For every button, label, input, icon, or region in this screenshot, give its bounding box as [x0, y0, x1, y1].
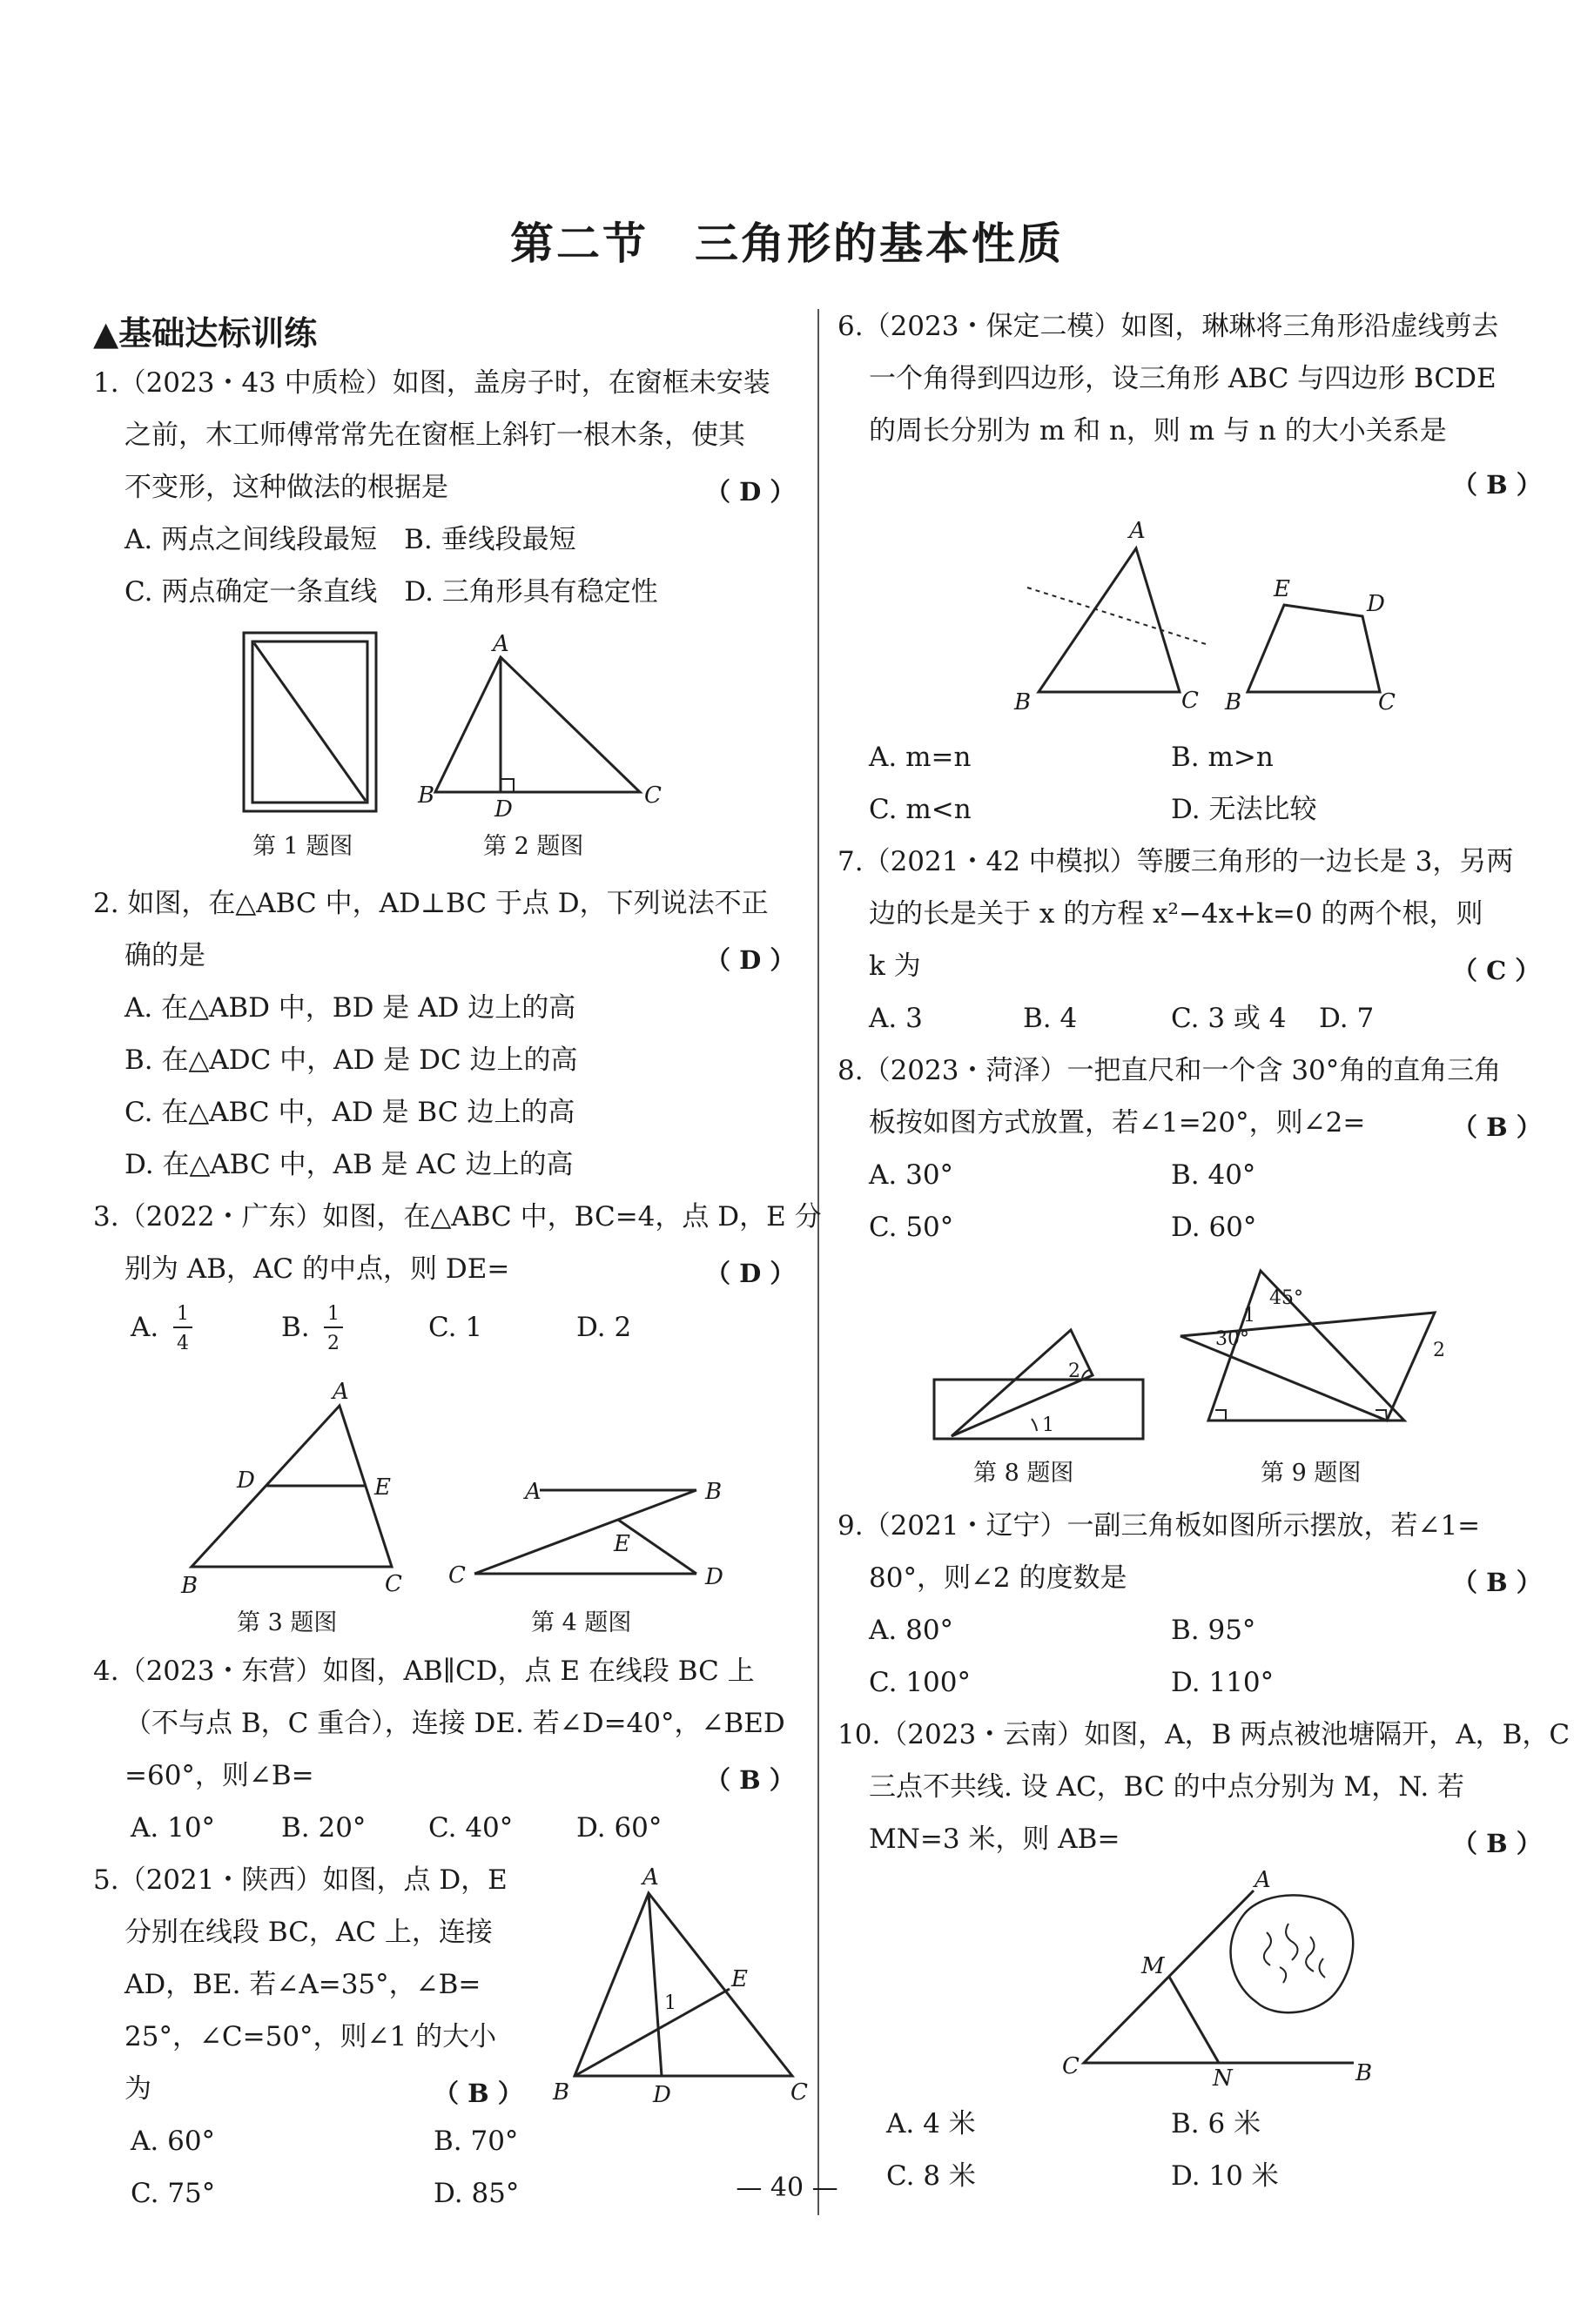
fig3-label-b: B [181, 1573, 198, 1599]
q3-option-a-den: 4 [177, 1333, 189, 1354]
fig6-label-e: E [1274, 576, 1290, 602]
q6-option-c: C. m<n [869, 794, 972, 825]
q1-line-3: 不变形，这种做法的根据是 [124, 472, 448, 503]
q3-option-b-den: 2 [327, 1333, 340, 1354]
fig9-caption: 第 9 题图 [1261, 1460, 1362, 1487]
q9-option-a: A. 80° [869, 1615, 954, 1646]
fig3-label-a: A [333, 1379, 349, 1405]
fig2-triangle [418, 631, 670, 823]
q7-line-3: k 为 [869, 950, 921, 982]
q3-option-a-fraction [170, 1297, 196, 1358]
fig9-label-2: 2 [1433, 1340, 1445, 1361]
q9-option-b: B. 95° [1171, 1615, 1256, 1646]
q2-option-d: D. 在△ABC 中，AB 是 AC 边上的高 [124, 1149, 574, 1180]
q8-option-a: A. 30° [869, 1159, 954, 1191]
q5-option-d: D. 85° [434, 2178, 520, 2209]
fig10-pond-triangle [1058, 1867, 1380, 2092]
fig6-label-b1: B [1014, 689, 1032, 715]
q6-option-b: B. m>n [1171, 742, 1274, 773]
q9-line-1: 9.（2021・辽宁）一副三角板如图所示摆放，若∠1= [837, 1510, 1481, 1541]
q6-answer: （ B ） [1452, 470, 1542, 500]
fig5-label-d: D [653, 2082, 671, 2108]
q2-answer: （ D ） [705, 945, 796, 975]
fig8-caption: 第 8 题图 [973, 1460, 1074, 1487]
q3-option-b-num: 1 [327, 1303, 340, 1325]
q4-option-d: D. 60° [576, 1812, 663, 1844]
q5-line-4: 25°，∠C=50°，则∠1 的大小 [124, 2021, 497, 2052]
q5-answer: （ B ） [434, 2079, 523, 2108]
q1-answer: （ D ） [705, 477, 796, 507]
fig10-label-c: C [1062, 2053, 1080, 2079]
q3-option-d: D. 2 [576, 1312, 632, 1343]
q3-line-2: 别为 AB，AC 的中点，则 DE= [124, 1253, 510, 1285]
fig4-label-b: B [705, 1479, 723, 1505]
q3-answer: （ D ） [705, 1259, 796, 1288]
q5-line-5: 为 [124, 2073, 151, 2105]
fig5-label-c: C [790, 2079, 808, 2106]
page-title: 第二节 三角形的基本性质 [510, 218, 1064, 269]
q2-option-a: A. 在△ABD 中，BD 是 AD 边上的高 [124, 992, 576, 1024]
q2-option-c: C. 在△ABC 中，AD 是 BC 边上的高 [124, 1097, 575, 1128]
fig3-caption: 第 3 题图 [237, 1609, 338, 1636]
q5-line-2: 分别在线段 BC，AC 上，连接 [124, 1917, 493, 1948]
fig8-ruler-triangle [927, 1323, 1154, 1454]
q1-line-1: 1.（2023・43 中质检）如图，盖房子时，在窗框未安装 [93, 367, 770, 399]
fig3-label-d: D [237, 1468, 255, 1494]
q5-option-b: B. 70° [434, 2126, 519, 2157]
fig5-label-e: E [731, 1966, 748, 1992]
fig2-label-c: C [644, 783, 662, 809]
q7-line-1: 7.（2021・42 中模拟）等腰三角形的一边长是 3，另两 [837, 846, 1514, 877]
q8-option-b: B. 40° [1171, 1159, 1256, 1191]
fig3-triangle [174, 1380, 418, 1597]
q3-option-b-fraction [320, 1297, 346, 1358]
q6-option-d: D. 无法比较 [1171, 794, 1317, 825]
q4-option-c: C. 40° [428, 1812, 514, 1844]
q1-line-2: 之前，木工师傅常常先在窗框上斜钉一根木条，使其 [124, 420, 745, 451]
fig6-label-b2: B [1225, 689, 1242, 715]
fig4-parallel-lines [444, 1471, 740, 1597]
q5-line-1: 5.（2021・陕西）如图，点 D，E [93, 1864, 508, 1896]
fig2-label-d: D [494, 796, 513, 823]
fig8-label-1: 1 [1042, 1414, 1054, 1436]
q6-option-a: A. m=n [869, 742, 972, 773]
fig2-label-b: B [418, 783, 435, 809]
q3-option-a-label: A. [131, 1312, 159, 1343]
page-number: — 40 — [736, 2173, 838, 2203]
q7-line-2: 边的长是关于 x 的方程 x²−4x+k=0 的两个根，则 [869, 898, 1483, 930]
q7-option-d: D. 7 [1319, 1003, 1375, 1034]
fig3-label-e: E [374, 1474, 391, 1501]
q2-option-b: B. 在△ADC 中，AD 是 DC 边上的高 [124, 1044, 578, 1076]
fig1-caption: 第 1 题图 [252, 833, 353, 860]
q7-option-a: A. 3 [869, 1003, 923, 1034]
q10-option-d: D. 10 米 [1171, 2160, 1279, 2192]
fig6-cut-triangle [1014, 514, 1415, 722]
fig6-label-c1: C [1181, 688, 1199, 714]
q4-answer: （ B ） [705, 1765, 795, 1795]
fig4-label-d: D [705, 1564, 723, 1590]
q10-line-2: 三点不共线. 设 AC，BC 的中点分别为 M，N. 若 [869, 1771, 1465, 1803]
q9-answer: （ B ） [1452, 1568, 1542, 1597]
fig5-triangle [548, 1863, 818, 2115]
fig10-label-b: B [1355, 2060, 1373, 2086]
fig9-label-45: 45° [1269, 1287, 1303, 1309]
q7-answer: （ C ） [1452, 956, 1541, 985]
q5-line-3: AD，BE. 若∠A=35°，∠B= [124, 1969, 481, 2000]
fig10-label-a: A [1254, 1867, 1271, 1893]
q9-line-2: 80°，则∠2 的度数是 [869, 1562, 1127, 1594]
fig5-label-1: 1 [664, 1992, 676, 2014]
q3-option-b-label: B. [281, 1312, 310, 1343]
q10-option-c: C. 8 米 [886, 2160, 976, 2192]
q1-option-ab: A. 两点之间线段最短 B. 垂线段最短 [124, 524, 576, 555]
q10-answer: （ B ） [1452, 1829, 1542, 1858]
q3-option-c: C. 1 [428, 1312, 483, 1343]
q5-option-a: A. 60° [131, 2126, 216, 2157]
q4-line-3: =60°，则∠B= [124, 1760, 314, 1791]
q10-option-b: B. 6 米 [1171, 2108, 1261, 2139]
q7-option-b: B. 4 [1023, 1003, 1078, 1034]
fig10-label-m: M [1141, 1953, 1165, 1979]
q5-option-c: C. 75° [131, 2178, 216, 2209]
q2-line-2: 确的是 [124, 940, 205, 971]
fig2-label-a: A [493, 631, 509, 657]
fig4-label-a: A [525, 1479, 541, 1505]
q10-line-3: MN=3 米，则 AB= [869, 1824, 1120, 1855]
q4-option-a: A. 10° [131, 1812, 216, 1844]
q10-option-a: A. 4 米 [886, 2108, 976, 2139]
q3-option-a-num: 1 [177, 1303, 189, 1325]
q10-line-1: 10.（2023・云南）如图，A，B 两点被池塘隔开，A，B，C [837, 1719, 1571, 1750]
fig9-set-squares [1174, 1262, 1470, 1454]
fig5-label-a: A [642, 1864, 659, 1891]
q9-option-d: D. 110° [1171, 1667, 1275, 1698]
q1-option-cd: C. 两点确定一条直线 D. 三角形具有稳定性 [124, 576, 658, 608]
q8-option-d: D. 60° [1171, 1212, 1257, 1243]
fig4-label-c: C [448, 1562, 466, 1589]
q8-line-1: 8.（2023・菏泽）一把直尺和一个含 30°角的直角三角 [837, 1055, 1502, 1086]
fig6-label-c2: C [1378, 689, 1396, 715]
fig3-label-c: C [385, 1571, 402, 1597]
q3-line-1: 3.（2022・广东）如图，在△ABC 中，BC=4，点 D，E 分 [93, 1201, 822, 1233]
q6-line-1: 6.（2023・保定二模）如图，琳琳将三角形沿虚线剪去 [837, 311, 1499, 342]
fig4-label-e: E [614, 1531, 630, 1557]
fig5-label-b: B [553, 2079, 570, 2106]
q4-line-2: （不与点 B，C 重合），连接 DE. 若∠D=40°，∠BED [124, 1708, 785, 1739]
section-heading: ▲基础达标训练 [93, 314, 318, 353]
q6-line-2: 一个角得到四边形，设三角形 ABC 与四边形 BCDE [869, 363, 1497, 394]
q8-line-2: 板按如图方式放置，若∠1=20°，则∠2= [869, 1107, 1366, 1138]
fig6-label-a: A [1129, 518, 1146, 544]
fig9-label-1: 1 [1243, 1305, 1255, 1327]
q8-option-c: C. 50° [869, 1212, 954, 1243]
fig1-window-frame [242, 631, 381, 818]
q8-answer: （ B ） [1452, 1112, 1542, 1142]
q7-option-c: C. 3 或 4 [1171, 1003, 1287, 1034]
q9-option-c: C. 100° [869, 1667, 971, 1698]
fig4-caption: 第 4 题图 [531, 1609, 632, 1636]
fig8-label-2: 2 [1068, 1360, 1080, 1382]
q4-option-b: B. 20° [281, 1812, 367, 1844]
q2-line-1: 2. 如图，在△ABC 中，AD⊥BC 于点 D，下列说法不正 [93, 888, 769, 919]
fig9-label-30: 30° [1215, 1328, 1249, 1350]
fig2-caption: 第 2 题图 [483, 833, 584, 860]
fig10-label-n: N [1213, 2065, 1233, 2092]
fig6-label-d: D [1367, 591, 1385, 617]
q6-line-3: 的周长分别为 m 和 n，则 m 与 n 的大小关系是 [869, 415, 1447, 447]
q4-line-1: 4.（2023・东营）如图，AB∥CD，点 E 在线段 BC 上 [93, 1656, 755, 1687]
